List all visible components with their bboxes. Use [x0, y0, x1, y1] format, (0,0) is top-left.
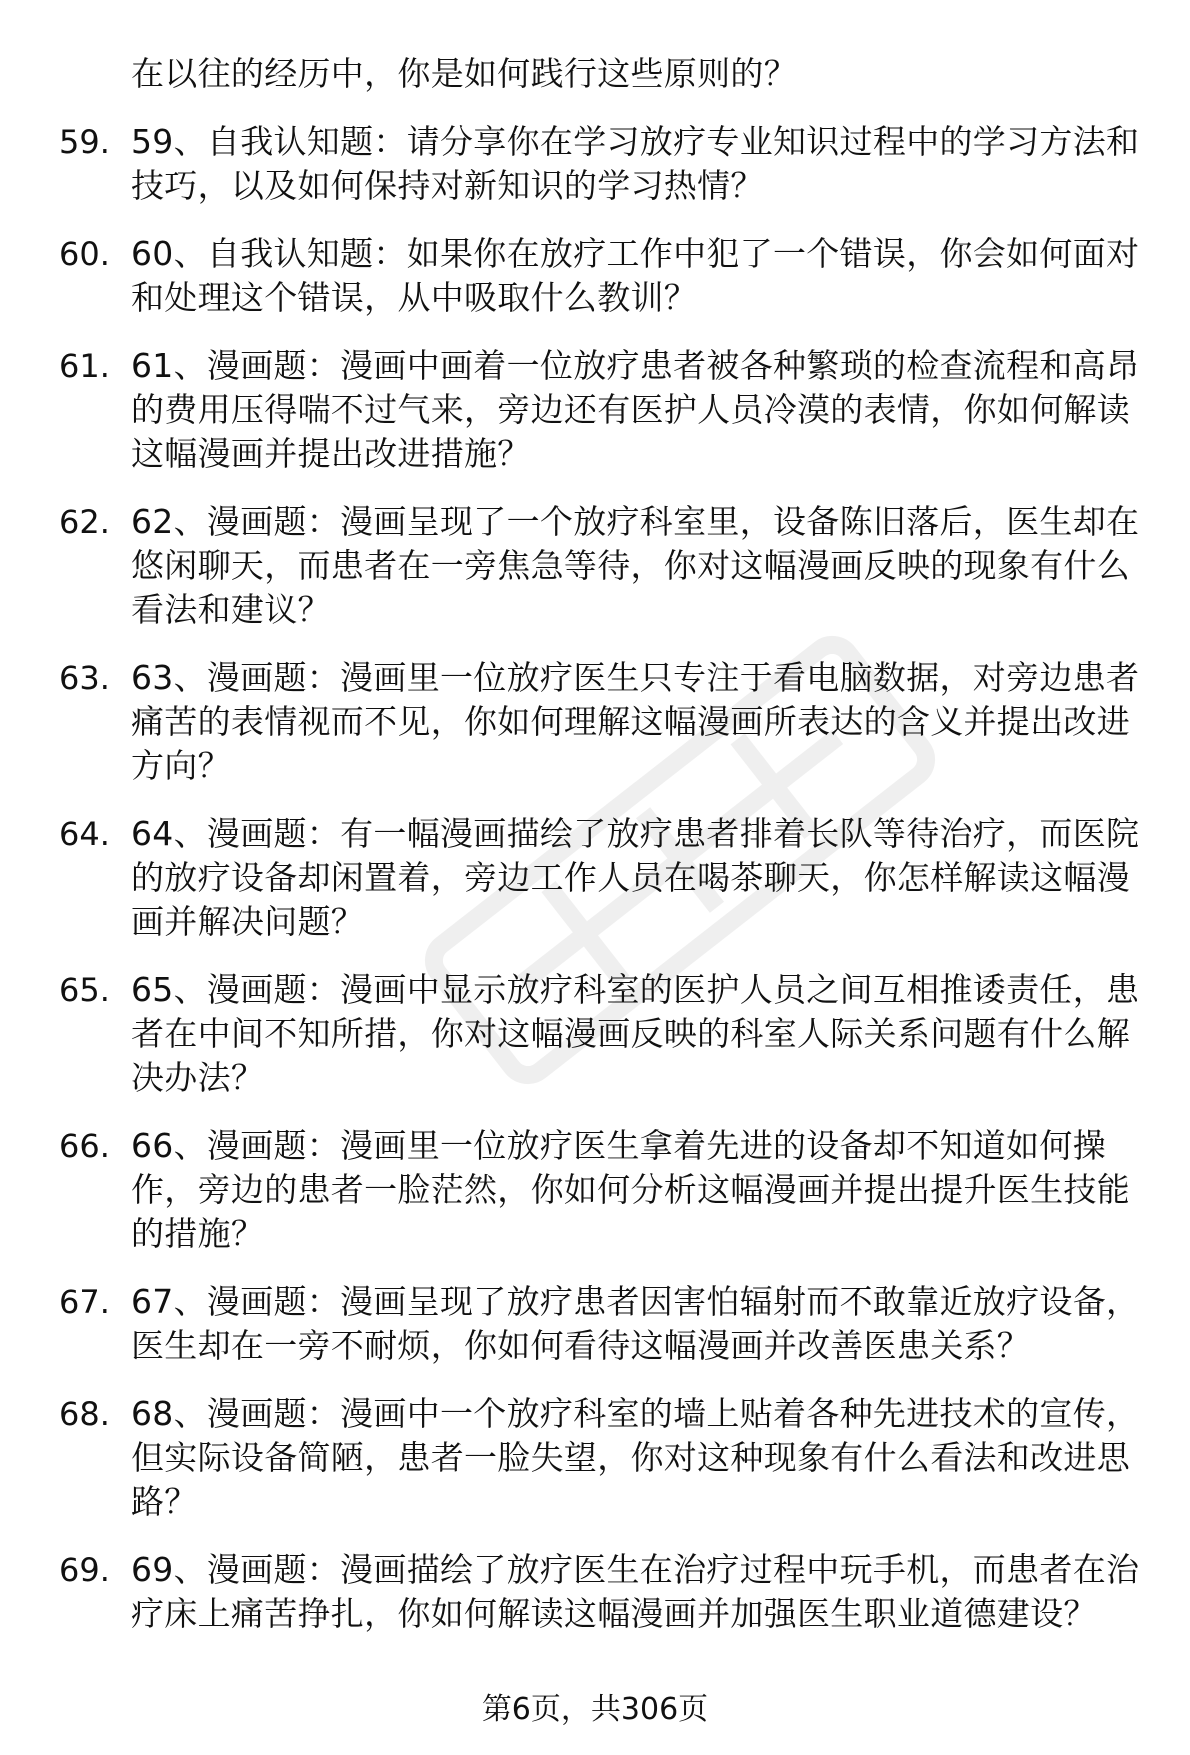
- list-item: [0, 1548, 1190, 1636]
- item-text: 66、漫画题：漫画里一位放疗医生拿着先进的设备却不知道如何操作，旁边的患者一脸茫然，你如何分析这幅漫画并提出提升医生技能的措施？: [131, 1126, 1130, 1253]
- item-number: 65.: [59, 971, 110, 1009]
- item-number: 61.: [59, 347, 110, 385]
- item-text: 61、漫画题：漫画中画着一位放疗患者被各种繁琐的检查流程和高昂的费用压得喘不过气来，旁边还有医护人员冷漠的表情，你如何解读这幅漫画并提出改进措施？: [131, 346, 1140, 473]
- item-text: 67、漫画题：漫画呈现了放疗患者因害怕辐射而不敢靠近放疗设备，医生却在一旁不耐烦，你如何看待这幅漫画并改善医患关系？: [131, 1282, 1140, 1365]
- item-number: 68.: [59, 1395, 110, 1433]
- item-text: 63、漫画题：漫画里一位放疗医生只专注于看电脑数据，对旁边患者痛苦的表情视而不见，你如何理解这幅漫画所表达的含义并提出改进方向？: [131, 658, 1140, 785]
- item-text: 60、自我认知题：如果你在放疗工作中犯了一个错误，你会如何面对和处理这个错误，从中吸取什么教训？: [131, 234, 1140, 317]
- list-item: [0, 1392, 1190, 1524]
- list-item: [0, 500, 1190, 632]
- list-item: [0, 1280, 1190, 1368]
- list-item: [0, 656, 1190, 788]
- list-item: [0, 232, 1190, 320]
- item-text: 62、漫画题：漫画呈现了一个放疗科室里，设备陈旧落后，医生却在悠闲聊天，而患者在一旁焦急等待，你对这幅漫画反映的现象有什么看法和建议？: [131, 502, 1140, 629]
- item-number: 66.: [59, 1127, 110, 1165]
- item-text: 64、漫画题：有一幅漫画描绘了放疗患者排着长队等待治疗，而医院的放疗设备却闲置着，旁边工作人员在喝茶聊天，你怎样解读这幅漫画并解决问题？: [131, 814, 1140, 941]
- item-number: 63.: [59, 659, 110, 697]
- continued-question-text: 在以往的经历中，你是如何践行这些原则的？: [131, 54, 797, 93]
- list-item: [0, 1124, 1190, 1256]
- item-text: 69、漫画题：漫画描绘了放疗医生在治疗过程中玩手机，而患者在治疗床上痛苦挣扎，你如何解读这幅漫画并加强医生职业道德建设？: [131, 1550, 1140, 1633]
- item-number: 59.: [59, 123, 110, 161]
- list-item: [0, 968, 1190, 1100]
- list-item: [0, 812, 1190, 944]
- item-number: 62.: [59, 503, 110, 541]
- page-number-footer: 第6页，共306页: [481, 1692, 709, 1727]
- item-text: 65、漫画题：漫画中显示放疗科室的医护人员之间互相推诿责任，患者在中间不知所措，你对这幅漫画反映的科室人际关系问题有什么解决办法？: [131, 970, 1140, 1097]
- question-list: [0, 52, 1190, 1636]
- item-number: 67.: [59, 1283, 110, 1321]
- list-item: [0, 344, 1190, 476]
- item-text: 68、漫画题：漫画中一个放疗科室的墙上贴着各种先进技术的宣传，但实际设备简陋，患者一脸失望，你对这种现象有什么看法和改进思路？: [131, 1394, 1140, 1521]
- item-text: 59、自我认知题：请分享你在学习放疗专业知识过程中的学习方法和技巧，以及如何保持对新知识的学习热情？: [131, 122, 1140, 205]
- item-number: 69.: [59, 1551, 110, 1589]
- list-item: [0, 120, 1190, 208]
- item-number: 64.: [59, 815, 110, 853]
- item-number: 60.: [59, 235, 110, 273]
